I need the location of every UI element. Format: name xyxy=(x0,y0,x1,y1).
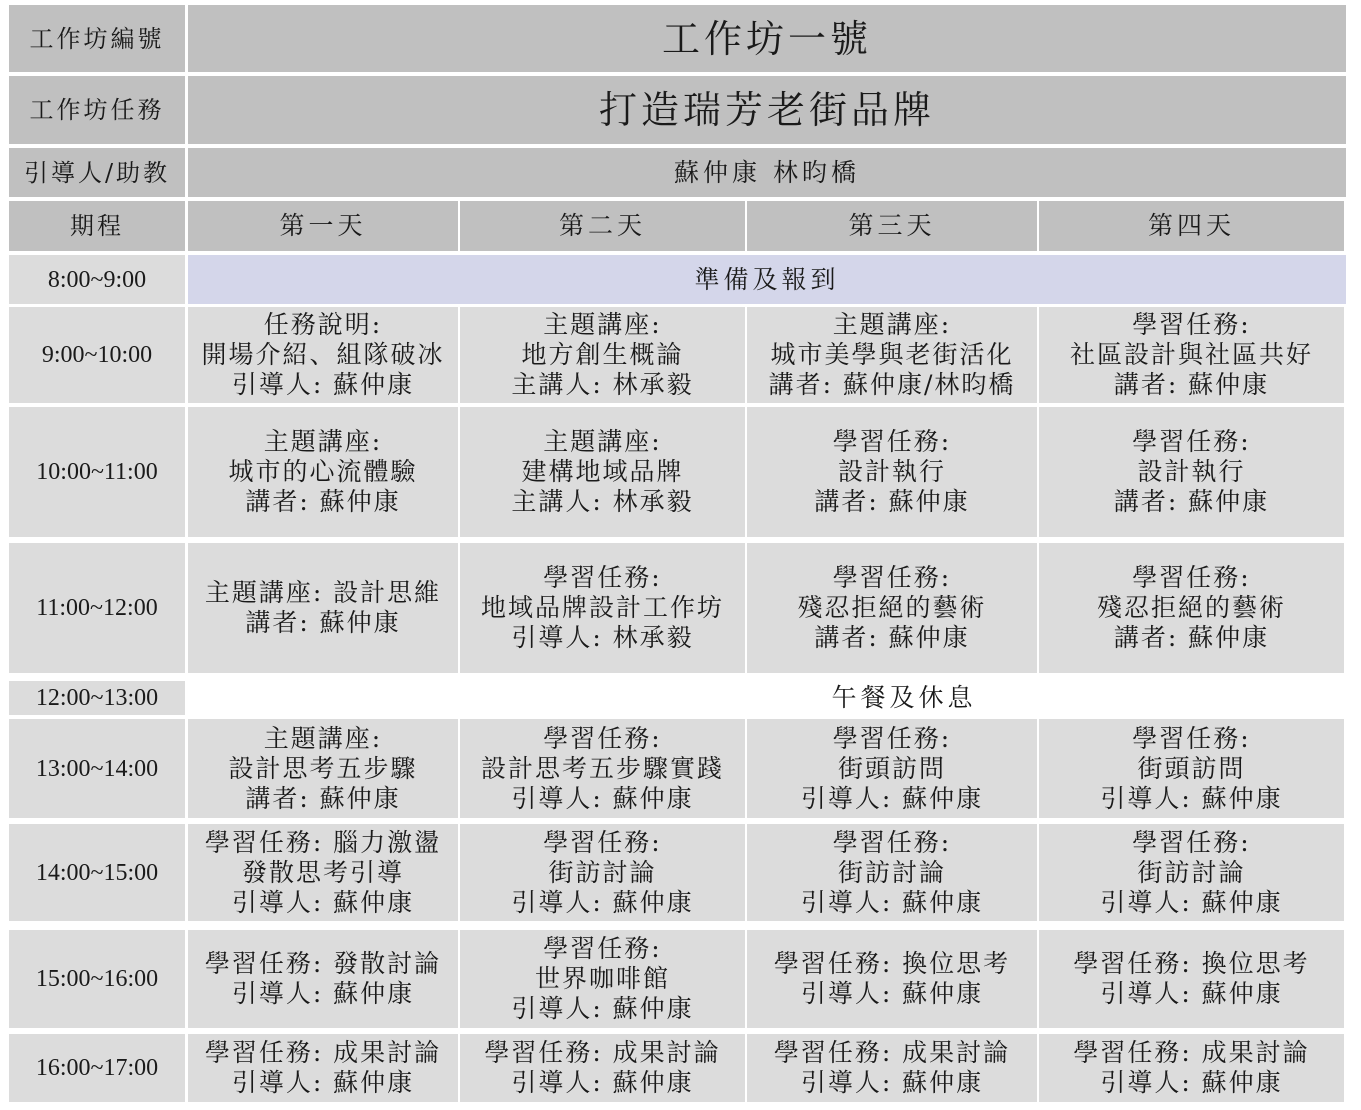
session-line: 主題講座: xyxy=(263,427,383,456)
session-cell xyxy=(188,543,458,673)
day-header-1 xyxy=(188,201,458,251)
workshop-number-label: 工作坊編號 xyxy=(29,24,165,53)
session-line: 講者: 蘇仲康 xyxy=(1113,370,1270,399)
session-line: 學習任務: 成果討論 xyxy=(484,1038,721,1067)
session-cell xyxy=(747,1034,1037,1102)
session-line: 引導人: 蘇仲康 xyxy=(231,1068,415,1097)
day-label: 第一天 xyxy=(279,211,367,240)
workshop-number-value: 工作坊一號 xyxy=(661,16,872,61)
session-line: 發散思考引導 xyxy=(241,857,404,887)
session-line: 引導人: 蘇仲康 xyxy=(511,887,694,917)
session-cell xyxy=(188,930,458,1028)
session-line: 主講人: 林承毅 xyxy=(511,370,694,399)
session-line: 主題講座: xyxy=(543,310,662,339)
session-line: 街頭訪問 xyxy=(837,753,946,783)
session-line: 引導人: 蘇仲康 xyxy=(511,1068,694,1097)
schedule-label: 期程 xyxy=(70,212,124,240)
session-line: 引導人: 蘇仲康 xyxy=(231,370,415,399)
session-line: 引導人: 蘇仲康 xyxy=(511,994,694,1023)
session-cell xyxy=(1039,307,1344,403)
session-line: 講者: 蘇仲康 xyxy=(245,608,401,637)
session-line: 講者: 蘇仲康 xyxy=(245,487,401,516)
session-line: 社區設計與社區共好 xyxy=(1069,340,1313,369)
session-line: 世界咖啡館 xyxy=(534,964,670,993)
session-line: 學習任務: 成果討論 xyxy=(1073,1038,1310,1067)
session-line: 學習任務: xyxy=(1132,563,1251,592)
session-line: 主題講座: xyxy=(263,723,383,753)
session-cell xyxy=(188,719,458,818)
workshop-mission-label-cell xyxy=(9,76,185,144)
session-cell xyxy=(188,407,458,537)
session-line: 學習任務: xyxy=(1132,827,1251,857)
session-cell xyxy=(747,543,1037,673)
session-line: 講者: 蘇仲康 xyxy=(1113,487,1270,516)
session-line: 街訪討論 xyxy=(837,857,946,887)
session-line: 引導人: 蘇仲康 xyxy=(800,783,984,813)
lunch-break-label: 午餐及休息 xyxy=(831,683,977,712)
session-cell xyxy=(747,719,1037,818)
session-line: 引導人: 蘇仲康 xyxy=(231,887,415,917)
session-cell xyxy=(460,543,745,673)
session-cell xyxy=(1039,1034,1344,1102)
session-cell xyxy=(188,1034,458,1102)
session-line: 城市美學與老街活化 xyxy=(770,340,1014,369)
session-cell xyxy=(460,719,745,818)
session-line: 引導人: 蘇仲康 xyxy=(800,1068,984,1097)
day-header-2 xyxy=(460,201,745,251)
time-slot-cell xyxy=(9,930,185,1028)
session-line: 地域品牌設計工作坊 xyxy=(480,593,724,622)
time-slot: 10:00~11:00 xyxy=(36,459,158,485)
time-slot-cell xyxy=(9,543,185,673)
workshop-guides-label: 引導人/助教 xyxy=(23,158,171,187)
session-line: 設計執行 xyxy=(1137,457,1246,486)
session-line: 地方創生概論 xyxy=(521,340,684,369)
workshop-guides-value-cell xyxy=(188,148,1346,197)
session-cell xyxy=(1039,543,1344,673)
session-cell xyxy=(1039,930,1344,1028)
session-cell xyxy=(188,824,458,921)
time-slot: 11:00~12:00 xyxy=(36,595,158,621)
day-header-3 xyxy=(747,201,1037,251)
session-line: 學習任務: 換位思考 xyxy=(773,949,1011,978)
session-line: 講者: 蘇仲康 xyxy=(814,623,970,652)
session-line: 主題講座: xyxy=(832,310,952,339)
workshop-guides-label-cell xyxy=(9,148,185,197)
workshop-mission-value: 打造瑞芳老街品牌 xyxy=(598,88,935,132)
time-slot-cell xyxy=(9,681,185,715)
time-slot-cell xyxy=(9,719,185,818)
session-line: 引導人: 蘇仲康 xyxy=(1100,783,1283,813)
session-line: 主題講座: 設計思維 xyxy=(204,578,442,607)
session-line: 殘忍拒絕的藝術 xyxy=(797,593,987,622)
session-cell xyxy=(1039,407,1344,537)
time-slot: 8:00~9:00 xyxy=(47,266,147,293)
session-line: 街訪討論 xyxy=(1137,857,1246,887)
session-cell xyxy=(747,824,1037,921)
session-line: 學習任務: xyxy=(543,563,662,592)
check-in-cell xyxy=(188,255,1346,304)
time-slot-cell xyxy=(9,255,185,304)
session-cell xyxy=(747,307,1037,403)
session-line: 主講人: 林承毅 xyxy=(511,487,694,516)
session-line: 建構地域品牌 xyxy=(521,457,684,486)
session-line: 學習任務: xyxy=(832,427,952,456)
session-line: 學習任務: 成果討論 xyxy=(204,1038,442,1067)
session-line: 學習任務: 換位思考 xyxy=(1073,949,1310,978)
time-slot: 16:00~17:00 xyxy=(35,1055,159,1081)
workshop-mission-value-cell xyxy=(188,76,1346,144)
session-line: 引導人: 蘇仲康 xyxy=(800,979,984,1008)
session-line: 設計思考五步驟實踐 xyxy=(480,753,724,783)
session-line: 街訪討論 xyxy=(548,857,657,887)
session-cell xyxy=(460,1034,745,1102)
time-slot: 14:00~15:00 xyxy=(35,859,159,886)
session-line: 講者: 蘇仲康 xyxy=(245,783,401,813)
time-slot-cell xyxy=(9,1034,185,1102)
time-slot: 9:00~10:00 xyxy=(41,342,153,368)
session-line: 設計思考五步驟 xyxy=(228,753,418,783)
lunch-blank-cell xyxy=(188,681,460,715)
session-line: 城市的心流體驗 xyxy=(228,457,418,486)
lunch-break-cell xyxy=(460,681,1348,715)
session-cell xyxy=(747,930,1037,1028)
session-line: 學習任務: xyxy=(1132,723,1251,753)
time-slot: 12:00~13:00 xyxy=(35,685,159,711)
day-label: 第四天 xyxy=(1147,211,1235,240)
workshop-number-label-cell xyxy=(9,5,185,72)
session-line: 學習任務: xyxy=(832,723,952,753)
workshop-mission-label: 工作坊任務 xyxy=(29,96,165,124)
session-line: 學習任務: xyxy=(543,827,662,857)
session-line: 學習任務: xyxy=(1132,427,1251,456)
workshop-number-value-cell xyxy=(188,5,1346,72)
day-header-4 xyxy=(1039,201,1344,251)
session-cell xyxy=(460,407,745,537)
check-in-label: 準備及報到 xyxy=(694,264,840,294)
session-line: 學習任務: xyxy=(1132,310,1251,339)
session-line: 講者: 蘇仲康 xyxy=(1113,623,1270,652)
session-line: 街頭訪問 xyxy=(1137,753,1246,783)
session-line: 講者: 蘇仲康/林昀橋 xyxy=(768,370,1016,399)
workshop-guides-value: 蘇仲康 林昀橋 xyxy=(674,157,860,187)
session-line: 引導人: 蘇仲康 xyxy=(800,887,984,917)
session-line: 主題講座: xyxy=(543,427,662,456)
session-line: 學習任務: 成果討論 xyxy=(773,1038,1011,1067)
session-line: 學習任務: xyxy=(543,934,662,963)
session-cell xyxy=(460,307,745,403)
session-cell xyxy=(1039,719,1344,818)
session-line: 引導人: 蘇仲康 xyxy=(1100,1068,1283,1097)
day-label: 第三天 xyxy=(848,211,936,240)
session-line: 學習任務: xyxy=(832,827,952,857)
session-line: 引導人: 蘇仲康 xyxy=(231,979,415,1008)
time-slot: 13:00~14:00 xyxy=(35,755,159,782)
session-line: 講者: 蘇仲康 xyxy=(814,487,970,516)
session-line: 學習任務: xyxy=(543,723,662,753)
session-line: 引導人: 蘇仲康 xyxy=(511,783,694,813)
session-cell xyxy=(460,930,745,1028)
time-slot-cell xyxy=(9,824,185,921)
session-cell xyxy=(460,824,745,921)
session-cell xyxy=(188,307,458,403)
session-line: 學習任務: 腦力激盪 xyxy=(204,827,442,857)
schedule-header-cell xyxy=(9,201,185,251)
time-slot-cell xyxy=(9,307,185,403)
time-slot: 15:00~16:00 xyxy=(35,966,159,992)
session-line: 開場介紹、組隊破冰 xyxy=(201,340,445,369)
session-line: 殘忍拒絕的藝術 xyxy=(1096,593,1286,622)
session-line: 學習任務: 發散討論 xyxy=(204,949,442,978)
session-line: 引導人: 蘇仲康 xyxy=(1100,887,1283,917)
session-line: 學習任務: xyxy=(832,563,952,592)
session-cell xyxy=(1039,824,1344,921)
session-line: 引導人: 蘇仲康 xyxy=(1100,979,1283,1008)
session-line: 引導人: 林承毅 xyxy=(511,623,694,652)
session-line: 任務說明: xyxy=(263,310,383,339)
day-label: 第二天 xyxy=(558,211,646,240)
session-line: 設計執行 xyxy=(837,457,946,486)
time-slot-cell xyxy=(9,407,185,537)
session-cell xyxy=(747,407,1037,537)
